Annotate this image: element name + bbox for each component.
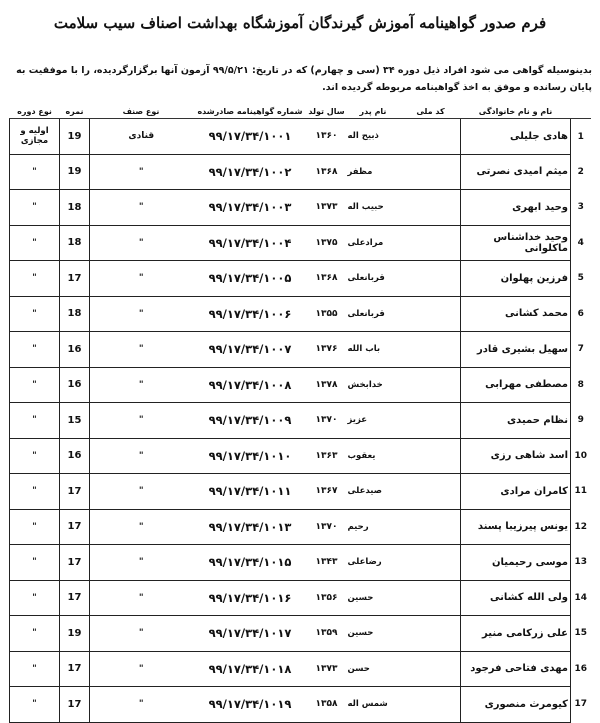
course-type-cell: "	[10, 545, 60, 581]
birth-year-cell: ۱۳۶۰	[308, 119, 346, 155]
grade-cell: 17	[60, 687, 90, 723]
row-number-cell: 6	[577, 308, 584, 319]
course-type-cell: "	[10, 651, 60, 687]
national-code-cell	[401, 651, 461, 687]
birth-year-cell: ۱۳۴۳	[308, 545, 346, 581]
certificate-number-cell: ۹۹/۱۷/۳۴/۱۰۰۵	[193, 261, 308, 297]
national-code-cell	[401, 332, 461, 368]
grade-cell: 19	[60, 154, 90, 190]
national-code-cell	[401, 119, 461, 155]
table-row	[10, 474, 591, 510]
certificate-number-cell: ۹۹/۱۷/۳۴/۱۰۰۱	[193, 119, 308, 155]
course-type-cell: "	[10, 438, 60, 474]
birth-year-cell: ۱۳۵۹	[308, 616, 346, 652]
course-type-cell: "	[10, 474, 60, 510]
birth-year-cell: ۱۳۷۳	[308, 651, 346, 687]
grade-cell: 17	[60, 261, 90, 297]
national-code-cell	[401, 296, 461, 332]
table-row	[10, 580, 591, 616]
course-type-cell: "	[10, 332, 60, 368]
certificate-number-cell: ۹۹/۱۷/۳۴/۱۰۰۹	[193, 403, 308, 439]
table-row	[10, 154, 591, 190]
father-name-cell: رحیم	[346, 509, 401, 545]
father-name-cell: شمس اله	[346, 687, 401, 723]
table-row	[10, 509, 591, 545]
grade-cell: 17	[60, 474, 90, 510]
national-code-cell	[401, 545, 461, 581]
grade-cell: 17	[60, 580, 90, 616]
national-code-cell	[401, 580, 461, 616]
father-name-cell: رضاعلی	[346, 545, 401, 581]
row-number-cell: 3	[577, 202, 584, 213]
guild-type-cell: "	[90, 438, 193, 474]
guild-type-cell: "	[90, 154, 193, 190]
person-name-cell: یونس پیرزیبا پسند	[461, 509, 571, 545]
header-row-number	[571, 104, 591, 119]
course-type-cell: "	[10, 687, 60, 723]
birth-year-cell: ۱۳۶۷	[308, 474, 346, 510]
row-number-cell: 16	[574, 663, 588, 674]
birth-year-cell: ۱۳۷۸	[308, 367, 346, 403]
person-name-cell: نظام حمیدی	[461, 403, 571, 439]
header-father-name: نام پدر	[346, 104, 401, 119]
birth-year-cell: ۱۳۵۸	[308, 687, 346, 723]
person-name-cell: اسد شاهی رزی	[461, 438, 571, 474]
row-number-cell: 12	[574, 521, 588, 532]
header-national-code: کد ملی	[401, 104, 461, 119]
grade-cell: 18	[60, 190, 90, 226]
father-name-cell: حسن	[346, 651, 401, 687]
national-code-cell	[401, 403, 461, 439]
table-header-row	[10, 104, 591, 119]
course-type-cell: "	[10, 225, 60, 261]
guild-type-cell: "	[90, 225, 193, 261]
national-code-cell	[401, 367, 461, 403]
person-name-cell: مصطفی مهرابی	[461, 367, 571, 403]
national-code-cell	[401, 438, 461, 474]
person-name-cell: وحید خداشناس ماکلوانی	[461, 225, 571, 261]
person-name-cell: کیومرث منصوری	[461, 687, 571, 723]
father-name-cell: صیدعلی	[346, 474, 401, 510]
certificate-number-cell: ۹۹/۱۷/۳۴/۱۰۱۰	[193, 438, 308, 474]
person-name-cell: میثم امیدی نصرتی	[461, 154, 571, 190]
grade-cell: 17	[60, 509, 90, 545]
course-type-cell: "	[10, 367, 60, 403]
course-type-cell: "	[10, 190, 60, 226]
table-row	[10, 545, 591, 581]
course-type-cell: "	[10, 154, 60, 190]
certificate-number-cell: ۹۹/۱۷/۳۴/۱۰۰۲	[193, 154, 308, 190]
birth-year-cell: ۱۳۷۳	[308, 190, 346, 226]
grade-cell: 15	[60, 403, 90, 439]
row-number-cell: 8	[577, 379, 584, 390]
birth-year-cell: ۱۳۶۸	[308, 261, 346, 297]
row-number-cell: 17	[574, 699, 588, 710]
guild-type-cell: "	[90, 367, 193, 403]
course-type-cell: "	[10, 403, 60, 439]
national-code-cell	[401, 687, 461, 723]
father-name-cell: باب الله	[346, 332, 401, 368]
certificate-number-cell: ۹۹/۱۷/۳۴/۱۰۰۶	[193, 296, 308, 332]
national-code-cell	[401, 509, 461, 545]
table-row	[10, 403, 591, 439]
guild-type-cell: "	[90, 509, 193, 545]
father-name-cell: حسین	[346, 580, 401, 616]
guild-type-cell: "	[90, 616, 193, 652]
birth-year-cell: ۱۳۷۰	[308, 509, 346, 545]
table-row	[10, 651, 591, 687]
row-number-cell: 4	[577, 237, 584, 248]
guild-type-cell: "	[90, 190, 193, 226]
row-number-cell: 1	[577, 131, 584, 142]
certificate-number-cell: ۹۹/۱۷/۳۴/۱۰۱۷	[193, 616, 308, 652]
header-guild-type: نوع صنف	[90, 104, 193, 119]
certificate-number-cell: ۹۹/۱۷/۳۴/۱۰۱۱	[193, 474, 308, 510]
birth-year-cell: ۱۳۶۳	[308, 438, 346, 474]
course-type-cell: "	[10, 261, 60, 297]
guild-type-cell: "	[90, 332, 193, 368]
certificate-number-cell: ۹۹/۱۷/۳۴/۱۰۰۷	[193, 332, 308, 368]
birth-year-cell: ۱۳۶۸	[308, 154, 346, 190]
guild-type-cell: "	[90, 545, 193, 581]
guild-type-cell: "	[90, 403, 193, 439]
father-name-cell: قربانعلی	[346, 296, 401, 332]
row-number-cell: 2	[577, 166, 584, 177]
certificate-number-cell: ۹۹/۱۷/۳۴/۱۰۰۳	[193, 190, 308, 226]
person-name-cell: فرزین پهلوان	[461, 261, 571, 297]
row-number-cell: 9	[577, 415, 584, 426]
row-number-cell: 14	[574, 592, 588, 603]
grade-cell: 18	[60, 296, 90, 332]
guild-type-cell: "	[90, 687, 193, 723]
table-row	[10, 367, 591, 403]
guild-type-cell: قنادی	[90, 119, 193, 155]
person-name-cell: سهیل بشیری قادر	[461, 332, 571, 368]
person-name-cell: وحید ابهری	[461, 190, 571, 226]
birth-year-cell: ۱۳۷۶	[308, 332, 346, 368]
guild-type-cell: "	[90, 296, 193, 332]
national-code-cell	[401, 616, 461, 652]
father-name-cell: یعقوب	[346, 438, 401, 474]
father-name-cell: عزیز	[346, 403, 401, 439]
father-name-cell: قربانعلی	[346, 261, 401, 297]
person-name-cell: علی زرکامی منیر	[461, 616, 571, 652]
grade-cell: 16	[60, 438, 90, 474]
table-row	[10, 261, 591, 297]
row-number-cell: 15	[574, 628, 588, 639]
person-name-cell: مهدی فتاحی فرجود	[461, 651, 571, 687]
certificate-table	[9, 104, 591, 723]
person-name-cell: ولی الله کشانی	[461, 580, 571, 616]
certificate-number-cell: ۹۹/۱۷/۳۴/۱۰۱۵	[193, 545, 308, 581]
grade-cell: 17	[60, 651, 90, 687]
header-certificate-number: شماره گواهینامه صادرشده	[193, 104, 308, 119]
national-code-cell	[401, 190, 461, 226]
row-number-cell: 5	[577, 273, 584, 284]
row-number-cell: 11	[574, 486, 588, 497]
table-row	[10, 225, 591, 261]
header-birth-year: سال تولد	[308, 104, 346, 119]
birth-year-cell: ۱۳۷۰	[308, 403, 346, 439]
certificate-number-cell: ۹۹/۱۷/۳۴/۱۰۱۳	[193, 509, 308, 545]
certificate-number-cell: ۹۹/۱۷/۳۴/۱۰۱۸	[193, 651, 308, 687]
course-type-cell: "	[10, 616, 60, 652]
grade-cell: 19	[60, 616, 90, 652]
father-name-cell: خدابخش	[346, 367, 401, 403]
row-number-cell: 13	[574, 557, 588, 568]
person-name-cell: محمد کشانی	[461, 296, 571, 332]
row-number-cell: 10	[574, 450, 588, 461]
birth-year-cell: ۱۳۷۵	[308, 225, 346, 261]
table-row	[10, 687, 591, 723]
table-row	[10, 438, 591, 474]
person-name-cell: موسی رحیمیان	[461, 545, 571, 581]
table-row	[10, 119, 591, 155]
header-grade: نمره	[60, 104, 90, 119]
grade-cell: 16	[60, 367, 90, 403]
birth-year-cell: ۱۳۵۵	[308, 296, 346, 332]
person-name-cell: کامران مرادی	[461, 474, 571, 510]
row-number-cell: 7	[577, 344, 584, 355]
course-type-cell: "	[10, 296, 60, 332]
grade-cell: 19	[60, 119, 90, 155]
father-name-cell: مرادعلی	[346, 225, 401, 261]
national-code-cell	[401, 261, 461, 297]
grade-cell: 18	[60, 225, 90, 261]
form-title: فرم صدور گواهینامه آموزش گیرندگان آموزشگاه بهداشت اصناف سیب سلامت	[53, 14, 547, 32]
guild-type-cell: "	[90, 261, 193, 297]
intro-text: بدینوسیله گواهی می شود افراد ذیل دوره ۳۴ (سی و چهارم) که در تاریخ: ۹۹/۵/۲۱ آزمون آنها برگزارگردیده، را با موفقیت به پایان رسانده و موفق به اخذ گواهینامه مربوطه گردیده اند.	[16, 65, 592, 93]
header-course-type: نوع دوره	[10, 104, 60, 119]
table-row	[10, 190, 591, 226]
guild-type-cell: "	[90, 651, 193, 687]
header-name: نام و نام خانوادگی	[461, 104, 571, 119]
father-name-cell: حسین	[346, 616, 401, 652]
certificate-number-cell: ۹۹/۱۷/۳۴/۱۰۱۹	[193, 687, 308, 723]
national-code-cell	[401, 154, 461, 190]
guild-type-cell: "	[90, 474, 193, 510]
table-row	[10, 332, 591, 368]
certificate-number-cell: ۹۹/۱۷/۳۴/۱۰۰۸	[193, 367, 308, 403]
certificate-number-cell: ۹۹/۱۷/۳۴/۱۰۱۶	[193, 580, 308, 616]
national-code-cell	[401, 474, 461, 510]
person-name-cell: هادی جلیلی	[461, 119, 571, 155]
grade-cell: 17	[60, 545, 90, 581]
father-name-cell: مظفر	[346, 154, 401, 190]
certificate-number-cell: ۹۹/۱۷/۳۴/۱۰۰۴	[193, 225, 308, 261]
grade-cell: 16	[60, 332, 90, 368]
course-type-cell: "	[10, 509, 60, 545]
father-name-cell: ذبیح اله	[346, 119, 401, 155]
course-type-cell: "	[10, 580, 60, 616]
guild-type-cell: "	[90, 580, 193, 616]
table-row	[10, 616, 591, 652]
birth-year-cell: ۱۳۵۶	[308, 580, 346, 616]
national-code-cell	[401, 225, 461, 261]
course-type-cell: اولیه و مجازی	[10, 119, 60, 155]
table-row	[10, 296, 591, 332]
father-name-cell: حبیب اله	[346, 190, 401, 226]
